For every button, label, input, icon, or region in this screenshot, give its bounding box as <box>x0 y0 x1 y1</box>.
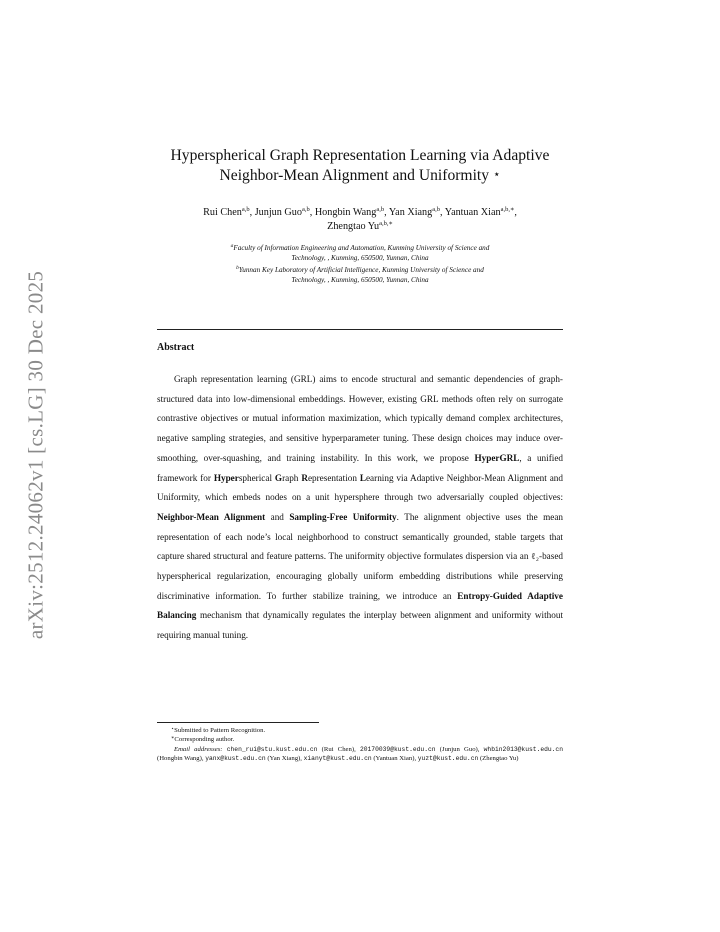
abstract-text: and <box>265 511 290 522</box>
abstract-paragraph <box>157 370 563 646</box>
affiliation-a-mark: a <box>230 243 234 249</box>
footnote-email-addresses <box>157 745 563 764</box>
abstract-heading: Abstract <box>157 342 195 353</box>
abstract-top-rule <box>157 329 563 330</box>
author-separator: , <box>249 207 255 218</box>
author-name: Yan Xiang <box>388 207 433 218</box>
affiliation-a <box>150 243 570 263</box>
affiliation-b <box>150 265 570 285</box>
author-name: Rui Chen <box>203 207 242 218</box>
author-separator: , <box>309 207 315 218</box>
footnote-corresponding-text: Corresponding author. <box>174 736 235 744</box>
abstract-text: mechanism that dynamically regulates the interplay between alignment and uniformity without requiring manual tuning. <box>157 610 563 641</box>
footnote-corresponding <box>157 735 563 744</box>
author-name: Zhengtao Yu <box>327 221 380 232</box>
abstract-emphasis: Sampling-Free Uniformity <box>289 511 397 522</box>
email-owner: (Yan Xiang), <box>265 754 304 762</box>
email-owner: (Rui Chen), <box>317 745 360 753</box>
abstract-emphasis: HyperGRL <box>474 452 520 463</box>
author-line-2 <box>150 220 570 234</box>
footnotes <box>157 726 563 763</box>
abstract-text: earning via Adaptive Neighbor-Mean Alignment and Uniformity, which embeds nodes on a unit hypersphere through two adversarially coupled objectives: <box>157 472 563 503</box>
author-separator: , <box>384 207 389 218</box>
author-list <box>150 206 570 234</box>
affiliation-b-mark: b <box>236 265 239 271</box>
email-address: xianyt@kust.edu.cn <box>303 754 372 762</box>
author-line-1 <box>150 206 570 220</box>
footnote-submitted-text: Submitted to Pattern Recognition. <box>174 727 266 734</box>
footnote-star-mark: ⋆ <box>171 727 175 732</box>
email-address: whbin2013@kust.edu.cn <box>483 745 563 753</box>
title-line-2-text: Neighbor-Mean Alignment and Uniformity <box>219 167 490 184</box>
abstract-emphasis: Neighbor-Mean Alignment <box>157 511 266 522</box>
author-name: Junjun Guo <box>254 207 302 218</box>
abstract-emphasis: Entropy-Guided Adaptive Balancing <box>157 590 563 621</box>
title-line-1: Hyperspherical Graph Representation Learning via Adaptive <box>170 147 550 164</box>
email-owner: (Zhengtao Yu) <box>478 754 519 762</box>
email-address: 20170039@kust.edu.cn <box>359 745 436 753</box>
author-affil-mark: a,b <box>432 206 441 213</box>
abstract-emphasis: L <box>359 472 366 483</box>
abstract-text: . The alignment objective uses the mean representation of each node’s local neighborhood to construct semantically grounded, stable targets that capture shared structural and feature patterns. The uniformity objective formulates dispersion via an ℓ₂-based hyperspherical regularization, encouraging globally uniform embedding distributions while preserving discriminative information. To further stabilize training, we introduce an <box>157 511 563 601</box>
email-label: Email addresses: <box>174 745 223 753</box>
email-owner: (Hongbin Wang), <box>157 754 206 762</box>
title-line-2 <box>150 165 570 185</box>
author-affil-mark: a,b <box>376 206 385 213</box>
author-name: Hongbin Wang <box>314 207 377 218</box>
email-owner: (Junjun Guo), <box>435 745 484 753</box>
email-address: yuzt@kust.edu.cn <box>417 754 479 762</box>
footnote-rule <box>157 722 319 723</box>
title-star-mark: ⋆ <box>492 167 501 181</box>
affiliation-a-line-1 <box>150 243 570 253</box>
abstract-text: Graph representation learning (GRL) aims to encode structural and semantic dependencies of graph-structured data into low-dimensional embeddings. However, existing GRL methods often rely on surrogate contrastive objectives or mutual information maximization, which typically demand complex architectures, negative sampling strategies, and sensitive hyperparameter tuning. These design choices may induce over-smoothing, over-squashing, and training instability. In this work, we propose <box>157 374 563 463</box>
author-affil-mark: a,b,∗ <box>500 206 515 213</box>
author-affil-mark: a,b <box>241 206 250 213</box>
abstract-text: , a unified framework for <box>157 452 563 483</box>
email-address: chen_rui@stu.kust.edu.cn <box>226 745 318 753</box>
footnote-asterisk-mark: ∗ <box>171 736 175 742</box>
author-affil-mark: a,b <box>301 206 310 213</box>
abstract-text: raph <box>282 472 302 483</box>
abstract-text: spherical <box>238 472 275 483</box>
author-separator: , <box>440 207 445 218</box>
abstract-body <box>157 370 563 646</box>
affiliation-b-line-2: Technology, , Kunming, 650500, Yunnan, China <box>291 276 429 284</box>
arxiv-stamp <box>18 260 54 650</box>
arxiv-stamp-text: arXiv:2512.24062v1 [cs.LG] 30 Dec 2025 <box>23 270 48 640</box>
paper-title <box>150 146 570 185</box>
abstract-text: epresentation <box>307 472 360 483</box>
author-affil-mark: a,b,∗ <box>379 220 393 227</box>
email-address: yanx@kust.edu.cn <box>205 754 266 762</box>
affiliation-a-text-1: Faculty of Information Engineering and Automation, Kunming University of Science and <box>233 244 490 252</box>
abstract-emphasis: Hyper <box>213 472 239 483</box>
email-owner: (Yantuan Xian), <box>371 754 418 762</box>
author-separator: , <box>514 207 517 218</box>
abstract-emphasis: G <box>274 472 283 483</box>
affiliation-b-text-1: Yunnan Key Laboratory of Artificial Intelligence, Kunming University of Science and <box>238 266 484 274</box>
affiliation-a-line-2: Technology, , Kunming, 650500, Yunnan, China <box>291 254 429 262</box>
affiliation-b-line-1 <box>150 265 570 275</box>
author-name: Yantuan Xian <box>444 207 501 218</box>
footnote-submitted <box>157 726 563 735</box>
abstract-emphasis: R <box>301 472 308 483</box>
